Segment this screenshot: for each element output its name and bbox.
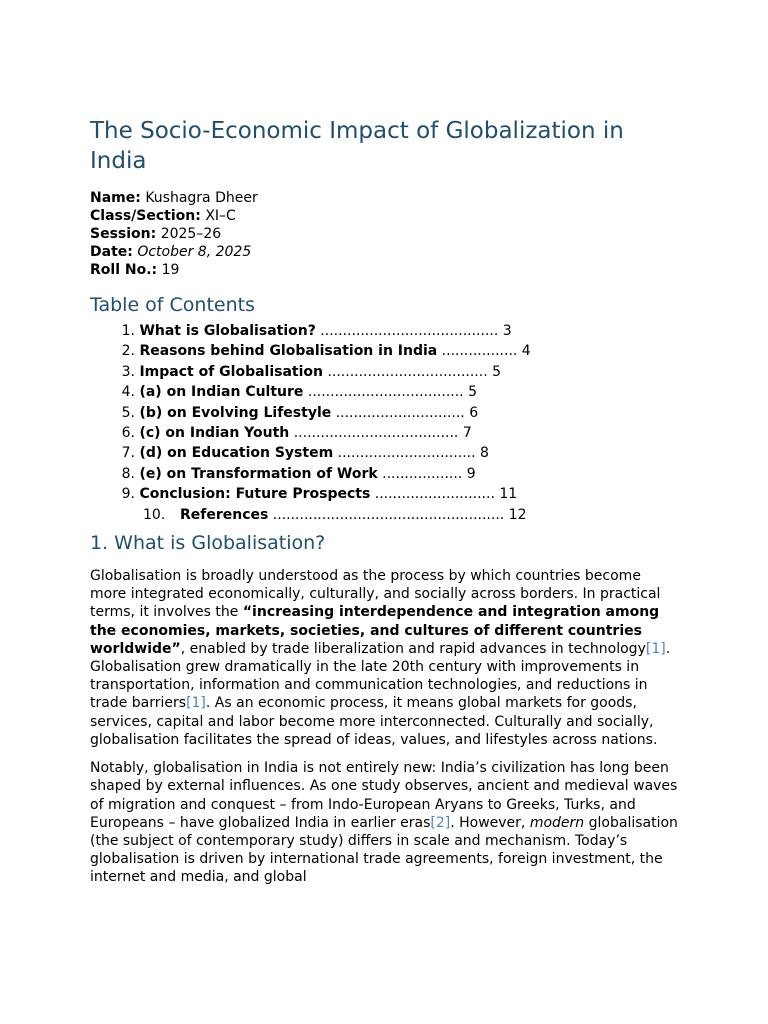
section-heading: 1. What is Globalisation?: [90, 532, 326, 555]
toc-item-label: Conclusion: Future Prospects: [139, 486, 371, 503]
toc-item-leader: ........................... 11: [370, 486, 518, 503]
toc-item-number: 3.: [121, 363, 135, 380]
toc-item-number: 10.: [143, 506, 166, 523]
name-value: Kushagra Dheer: [145, 190, 258, 206]
student-details: [90, 189, 678, 279]
name-label: Name:: [90, 190, 141, 206]
toc-item-number: 7.: [121, 445, 135, 462]
toc-item-label: Reasons behind Globalisation in India: [139, 343, 438, 360]
table-of-contents: [90, 321, 678, 525]
toc-item-leader: ............................... 8: [333, 445, 489, 462]
class-value: XI–C: [205, 208, 236, 224]
paragraph-text: . However,: [450, 814, 530, 831]
toc-item-number: 4.: [121, 384, 135, 401]
toc-item-number: 1.: [121, 323, 135, 339]
roll-row: [90, 261, 678, 279]
toc-item-leader: .................. 9: [377, 465, 476, 482]
class-row: [90, 207, 678, 225]
citation-link[interactable]: [1]: [645, 640, 666, 657]
session-value: 2025–26: [160, 226, 222, 242]
quoted-definition: “increasing interdependence and integration among the economies, markets, societies, and cultures of different countries worldwide”: [90, 604, 660, 657]
paragraph-text: Globalisation is broadly understood as the process by which countries become more integrated economically, culturally, and socially across borders. In practical terms, it involves the: [90, 568, 661, 621]
toc-item[interactable]: [90, 321, 678, 341]
toc-item-number: 2.: [121, 343, 135, 360]
document-title: The Socio-Economic Impact of Globalization in India: [90, 118, 624, 174]
date-value: October 8, 2025: [137, 244, 252, 260]
toc-item-label: (c) on Indian Youth: [139, 425, 290, 442]
toc-item[interactable]: [90, 362, 678, 382]
toc-item[interactable]: [90, 423, 678, 443]
toc-item[interactable]: [90, 505, 678, 525]
toc-item-leader: ........................................ 3: [315, 323, 512, 339]
toc-item-label: References: [180, 506, 269, 523]
toc-item-leader: ................. 4: [437, 343, 531, 360]
toc-item-label: (b) on Evolving Lifestyle: [139, 404, 332, 421]
paragraph: [90, 567, 678, 749]
paragraph-text: . As an economic process, it means global markets for goods, services, capital and labor become more interconnected. Culturally and socially, globalisation facilitates the spread of ideas, values, and lifestyles across nations.: [90, 695, 658, 748]
toc-item-leader: ............................. 6: [331, 404, 479, 421]
session-row: [90, 225, 678, 243]
emphasis-text: modern: [529, 814, 585, 831]
toc-item-leader: ................................... 5: [303, 384, 477, 401]
toc-item[interactable]: [90, 443, 678, 463]
toc-item-label: (e) on Transformation of Work: [139, 465, 378, 482]
toc-item[interactable]: [90, 484, 678, 504]
roll-value: 19: [161, 262, 180, 278]
toc-item-number: 5.: [121, 404, 135, 421]
session-label: Session:: [90, 226, 157, 242]
toc-item-leader: .................................................... 12: [268, 506, 527, 523]
date-row: [90, 243, 678, 261]
name-row: [90, 189, 678, 207]
paragraph-text: Notably, globalisation in India is not entirely new: India’s civilization has long been shaped by external influences. As one study observes, ancient and medieval waves of migration and conquest – from Indo-European Aryans to Greeks, Turks, and Europeans – have globalized India in earlier eras: [90, 760, 678, 831]
toc-item-number: 9.: [121, 486, 135, 503]
date-label: Date:: [90, 244, 133, 260]
toc-heading: Table of Contents: [90, 294, 255, 316]
paragraph: [90, 759, 678, 886]
citation-link[interactable]: [2]: [430, 814, 451, 831]
paragraph-text: , enabled by trade liberalization and rapid advances in technology: [180, 640, 646, 657]
toc-item[interactable]: [90, 464, 678, 484]
toc-item-label: (a) on Indian Culture: [139, 384, 304, 401]
toc-item-number: 6.: [121, 425, 135, 442]
toc-item-leader: .................................... 5: [323, 363, 502, 380]
roll-label: Roll No.:: [90, 262, 158, 278]
toc-item-label: Impact of Globalisation: [139, 363, 323, 380]
toc-item[interactable]: [90, 382, 678, 402]
class-label: Class/Section:: [90, 208, 201, 224]
toc-item-label: What is Globalisation?: [139, 323, 316, 339]
paragraph-text: globalisation (the subject of contemporary study) differs in scale and mechanism. Today’s globalisation is driven by international trade agreements, foreign investment, the internet and media, and global: [90, 814, 678, 886]
citation-link[interactable]: [1]: [186, 695, 206, 712]
toc-item[interactable]: [90, 341, 678, 361]
toc-item-number: 8.: [121, 465, 135, 482]
toc-item[interactable]: [90, 403, 678, 423]
paragraph-text: . Globalisation grew dramatically in the late 20th century with improvements in transportation, information and communication technologies, and reductions in trade barriers: [90, 640, 671, 712]
toc-item-leader: ..................................... 7: [289, 425, 472, 442]
toc-item-label: (d) on Education System: [139, 445, 334, 462]
